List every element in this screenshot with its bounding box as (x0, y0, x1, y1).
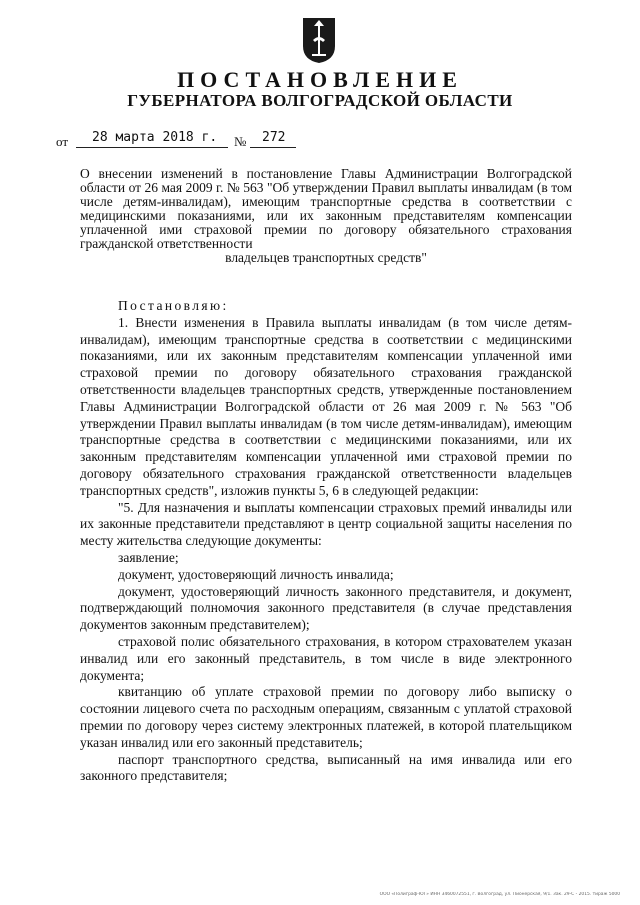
printer-imprint: ООО «Полиграф-ЮГ» ИНН 3460072551, г. Волгоград, ул. Пионерская, 9/1. Зак. 29-С - 2015. тираж 5000 (379, 892, 620, 897)
decree-number: 272 (262, 130, 286, 145)
decree-body (80, 298, 572, 785)
number-underline (250, 147, 296, 148)
number-label: № (234, 134, 247, 149)
paragraph: документ, удостоверяющий личность инвалида; (118, 566, 394, 582)
subject-text: О внесении изменений в постановление Главы Администрации Волгоградской области от 26 мая 2009 г. № 563 "Об утверждении Правил выплаты инвалидам (в том числе детям-инвалидам), имеющим транспортные средства в соответствии с медицинскими показаниями, или их законным представителям компенсации уплаченной ими страховой премии по договору обязательного страхования гражданской ответственности (80, 166, 572, 251)
paragraph: "5. Для назначения и выплаты компенсации страховых премий инвалиды или их законные представители представляют в центр социальной защиты населения по месту жительства следующие документы: (80, 499, 572, 549)
coat-of-arms-emblem (301, 16, 337, 64)
decree-subject (80, 167, 572, 265)
paragraph: 1. Внести изменения в Правила выплаты инвалидам (в том числе детям-инвалидам), имеющим транспортные средства в соответствии с медицинскими показаниями, или их законным представителям компенсации уплаченной ими страховой премии по договору обязательного страхования гражданской ответственности владельцев транспортных средств, утвержденные постановлением Главы Администрации Волгоградской области от 26 мая 2009 г. № 563 "Об утверждении Правил выплаты инвалидам (в том числе детям-инвалидам), имеющим транспортные средства в соответствии с медицинскими показаниями, или их законным представителям компенсации уплаченной ими страховой премии по договору обязательного страхования гражданской ответственности владельцев транспортных средств", изложив пункты 5, 6 в следующей редакции: (80, 314, 572, 498)
decree-date: 28 марта 2018 г. (92, 130, 218, 145)
decree-heading: Постановляю: (118, 298, 229, 313)
date-from-label: от (56, 134, 69, 149)
dateline (56, 128, 356, 150)
paragraph: документ, удостоверяющий личность законного представителя, и документ, подтверждающий полномочия законного представителя (в случае представления документов законным представителем); (80, 583, 572, 633)
date-underline (76, 147, 228, 148)
paragraph: страховой полис обязательного страхования, в котором страхователем указан инвалид или его законный представитель, в том числе в виде электронного документа; (80, 633, 572, 683)
paragraph: паспорт транспортного средства, выписанный на имя инвалида или его законного представителя; (80, 751, 572, 784)
paragraph: квитанцию об уплате страховой премии по договору либо выписку о состоянии лицевого счета по расходным операциям, связанным с уплатой страховой премии по договору через систему электронных платежей, в которой плательщиком указан инвалид или его законный представитель; (80, 684, 572, 750)
document-title: ПОСТАНОВЛЕНИЕ (177, 67, 463, 92)
subject-last-line: владельцев транспортных средств" (225, 250, 427, 265)
document-subtitle: ГУБЕРНАТОРА ВОЛГОГРАДСКОЙ ОБЛАСТИ (127, 91, 513, 110)
paragraph: заявление; (118, 549, 179, 565)
